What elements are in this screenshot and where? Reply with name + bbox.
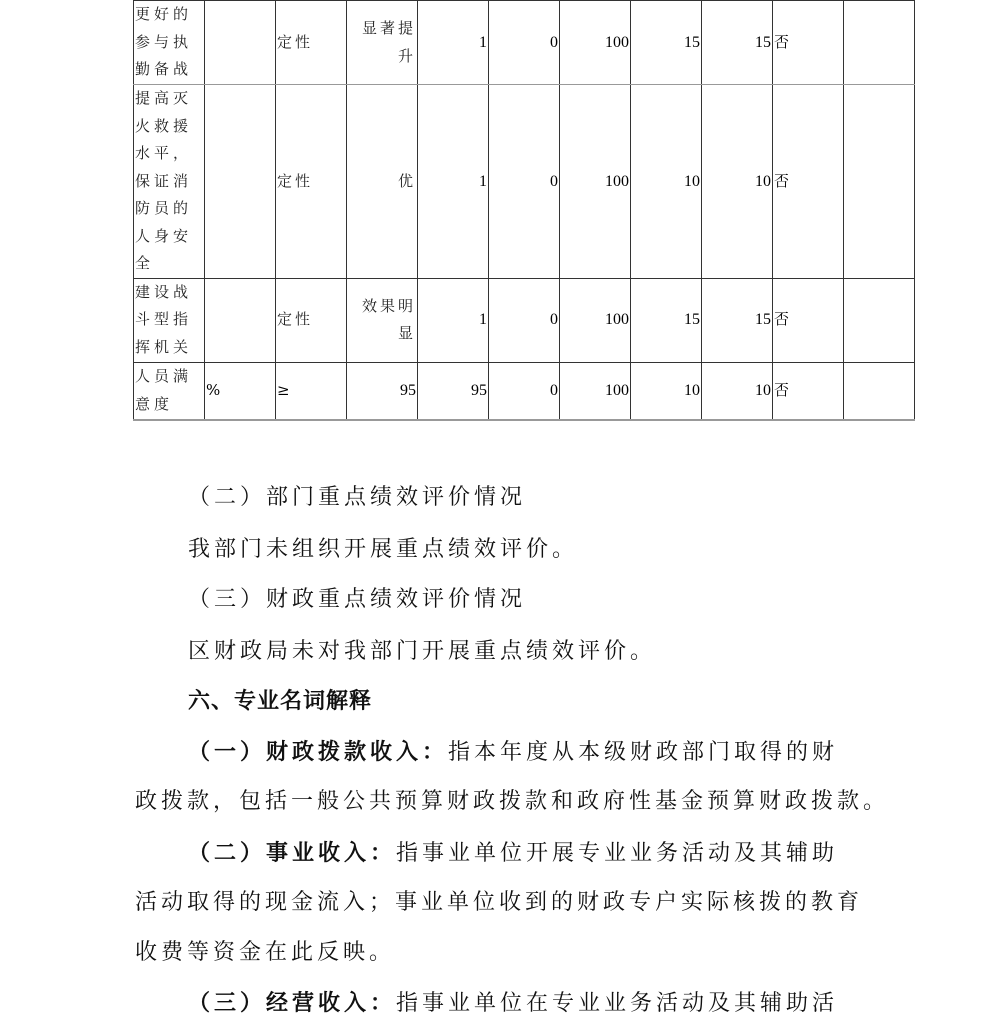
glossary-definition: 指事业单位开展专业业务活动及其辅助	[396, 841, 839, 866]
section-heading-dept-evaluation: （二）部门重点绩效评价情况	[188, 485, 527, 510]
cell-value: 10	[631, 362, 702, 420]
indicator-target: 95	[347, 362, 418, 420]
cell-value: 100	[560, 278, 631, 362]
glossary-item-2	[188, 838, 1000, 869]
cell-value: 10	[702, 85, 773, 279]
indicator-name: 更好的参与执勤备战	[134, 1, 205, 85]
table-row	[134, 85, 915, 279]
cell-value: 100	[560, 85, 631, 279]
indicator-unit	[205, 1, 276, 85]
indicator-target: 显著提升	[347, 1, 418, 85]
cell-remark	[844, 1, 915, 85]
cell-remark	[844, 362, 915, 420]
cell-value: 0	[489, 1, 560, 85]
glossary-item-1-cont: 政拨款，包括一般公共预算财政拨款和政府性基金预算财政拨款。	[135, 789, 890, 814]
table-row	[134, 362, 915, 420]
glossary-item-2-cont: 活动取得的现金流入；事业单位收到的财政专户实际核拨的教育	[135, 890, 864, 915]
table-row	[134, 1, 915, 85]
cell-flag: 否	[773, 362, 844, 420]
glossary-item-3	[188, 988, 1000, 1019]
table-row	[134, 278, 915, 362]
cell-value: 100	[560, 362, 631, 420]
glossary-item-2-cont2: 收费等资金在此反映。	[135, 940, 396, 965]
cell-value: 15	[631, 1, 702, 85]
indicator-unit	[205, 85, 276, 279]
cell-value: 15	[702, 1, 773, 85]
section-heading-glossary: 六、专业名词解释	[188, 689, 373, 714]
glossary-definition: 指事业单位在专业业务活动及其辅助活	[396, 991, 839, 1016]
glossary-term: （二）事业收入：	[188, 840, 397, 866]
cell-value: 0	[489, 278, 560, 362]
cell-value: 100	[560, 1, 631, 85]
indicator-type: 定性	[276, 278, 347, 362]
indicator-target: 优	[347, 85, 418, 279]
indicator-name: 人员满意度	[134, 362, 205, 420]
cell-remark	[844, 85, 915, 279]
cell-remark	[844, 278, 915, 362]
cell-value: 1	[418, 85, 489, 279]
cell-flag: 否	[773, 278, 844, 362]
glossary-term: （一）财政拨款收入：	[188, 739, 449, 765]
cell-value: 1	[418, 278, 489, 362]
indicator-unit: %	[205, 362, 276, 420]
section-body-dept-evaluation: 我部门未组织开展重点绩效评价。	[188, 537, 579, 562]
glossary-item-1	[188, 737, 1000, 768]
cell-value: 95	[418, 362, 489, 420]
performance-indicator-table	[133, 0, 915, 421]
indicator-name: 建设战斗型指挥机关	[134, 278, 205, 362]
section-heading-finance-evaluation: （三）财政重点绩效评价情况	[188, 587, 527, 612]
indicator-unit	[205, 278, 276, 362]
indicator-target: 效果明显	[347, 278, 418, 362]
section-body-finance-evaluation: 区财政局未对我部门开展重点绩效评价。	[188, 639, 657, 664]
cell-value: 15	[702, 278, 773, 362]
indicator-name: 提高灭火救援水平，保证消防员的人身安全	[134, 85, 205, 279]
cell-value: 10	[631, 85, 702, 279]
cell-value: 1	[418, 1, 489, 85]
indicator-type: 定性	[276, 1, 347, 85]
cell-value: 10	[702, 362, 773, 420]
cell-flag: 否	[773, 1, 844, 85]
cell-value: 0	[489, 362, 560, 420]
cell-value: 15	[631, 278, 702, 362]
glossary-definition: 指本年度从本级财政部门取得的财	[448, 740, 839, 765]
indicator-type: ≥	[276, 362, 347, 420]
cell-value: 0	[489, 85, 560, 279]
glossary-term: （三）经营收入：	[188, 990, 397, 1016]
indicator-type: 定性	[276, 85, 347, 279]
cell-flag: 否	[773, 85, 844, 279]
